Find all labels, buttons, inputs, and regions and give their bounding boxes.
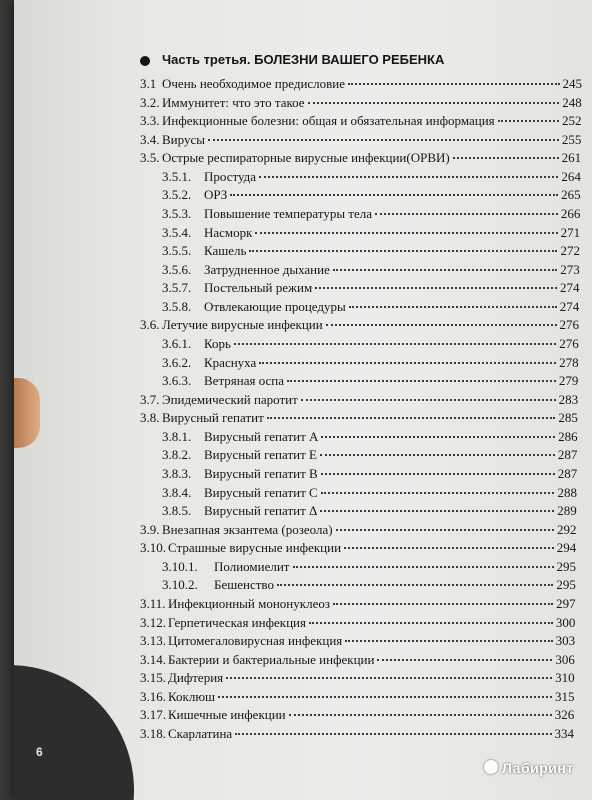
dot-leader [345,630,552,642]
dot-leader [259,166,558,178]
toc-entry-number: 3.1 [140,76,157,91]
toc-entry-title: Внезапная экзантема (розеола) [162,522,333,537]
corner-decoration [14,665,134,800]
dot-leader [315,277,557,289]
toc-entry-title: Бешенство [214,577,274,592]
toc-entry-number: 3.3. [140,113,160,128]
dot-leader [208,129,559,141]
toc-entry-title: Дифтерия [168,670,224,685]
thumb [14,378,40,448]
dot-leader [255,222,557,234]
toc-entry-page: 264 [561,169,581,184]
toc-entry-title: Кишечные инфекции [168,707,286,722]
toc-entry-page: 303 [555,633,576,648]
page-number: 6 [36,745,43,759]
toc-entry-title: Вирусный гепатит С [204,485,318,500]
toc-entry-page: 297 [556,596,576,611]
toc-entry-number: 3.8.3. [162,466,192,481]
toc-entry-title: Летучие вирусные инфекции [162,317,323,332]
toc-entry-title: Вирусный гепатит Δ [204,503,318,518]
toc-entry-number: 3.5.2. [162,187,192,202]
toc-entry-title: ОРЗ [204,187,228,202]
toc-entry-page: 278 [559,355,579,370]
toc-entry-number: 3.5.1. [162,169,192,184]
toc-entry-page: 283 [558,392,579,407]
toc-entry-page: 287 [557,447,578,462]
dot-leader [333,259,557,271]
dot-leader [320,444,555,456]
toc-entry-page: 266 [560,206,581,221]
toc-entry-number: 3.6.1. [162,336,192,351]
toc-entry-number: 3.18. [140,726,166,741]
toc-entry-number: 3.13. [140,633,166,648]
dot-leader [498,110,559,122]
dot-leader [320,500,554,512]
watermark: Лабиринт [502,760,574,776]
toc-entry-title: Кашель [204,243,247,258]
toc-entry-title: Вирусный гепатит [162,410,264,425]
toc-entry-page: 287 [557,466,578,481]
toc-entry-title: Ветряная оспа [204,373,285,388]
dot-leader [377,649,552,661]
toc-entry-page: 288 [557,485,577,500]
dot-leader [301,389,556,401]
toc-entry-title: Вирусный гепатит В [204,466,318,481]
toc-entry-title: Вирусы [162,132,205,147]
toc-entry-title: Корь [204,336,231,351]
toc-entry-title: Инфекционный мононуклеоз [168,596,330,611]
dot-leader [348,73,559,85]
toc-entry-page: 326 [554,707,575,722]
toc-entry-title: Вирусный гепатит Е [204,447,317,462]
toc-entry-title: Простуда [204,169,257,184]
toc-entry-number: 3.8.1. [162,429,192,444]
toc-entry-page: 265 [561,187,581,202]
toc-entry-number: 3.6. [140,317,160,332]
toc-entry-page: 310 [555,670,575,685]
toc-entry-number: 3.17. [140,707,166,722]
toc-entry-title: Коклюш [168,689,216,704]
dot-leader [321,426,555,438]
toc-entry-page: 276 [559,317,580,332]
toc-entry-page: 292 [557,522,577,537]
toc-entry-title: Острые респираторные вирусные инфекции(ОРВИ) [162,150,450,165]
toc-entry-number: 3.8.2. [162,447,192,462]
toc-entry-page: 294 [556,540,577,555]
toc-entry-number: 3.11. [140,596,166,611]
dot-leader [267,407,556,419]
dot-leader [293,556,554,568]
toc-entry-title: Страшные вирусные инфекции [168,540,342,555]
toc-entry-number: 3.5.5. [162,243,192,258]
toc-entry-number: 3.5.6. [162,262,192,277]
toc-entry-number: 3.6.3. [162,373,192,388]
toc-entry-page: 286 [558,429,578,444]
toc-entry-title: Инфекционные болезни: общая и обязательная информация [162,113,495,128]
dot-leader [234,333,556,345]
toc-entry-title: Эпидемический паротит [162,392,298,407]
toc-entry-page: 252 [562,113,582,128]
toc-entry-title: Повышение температуры тела [204,206,373,221]
toc-entry-page: 248 [562,95,582,110]
dot-leader [453,147,559,159]
toc-entry-page: 306 [555,652,575,667]
dot-leader [287,370,556,382]
toc-entry-title: Бактерии и бактериальные инфекции [168,652,375,667]
bullet-icon [140,56,150,66]
dot-leader [249,240,557,252]
toc-entry-page: 315 [554,689,575,704]
toc-entry-page: 272 [560,243,580,258]
toc-entry-title: Очень необходимое предисловие [162,76,346,91]
toc-entry-number: 3.6.2. [162,355,192,370]
toc-entry-page: 295 [556,559,577,574]
toc-entry-number: 3.10.1. [162,559,198,574]
toc-entry-title: Затрудненное дыхание [204,262,330,277]
labirint-logo-icon [484,760,498,774]
dot-leader [218,686,552,698]
dot-leader [333,593,553,605]
toc-entry-number: 3.12. [140,615,166,630]
dot-leader [375,203,558,215]
toc-entry-number: 3.15. [140,670,166,685]
toc-entry-page: 271 [560,225,581,240]
toc-entry-number: 3.5.3. [162,206,192,221]
toc-entry-title: Скарлатина [168,726,233,741]
toc-entry-title: Насморк [204,225,253,240]
toc-entry-title: Герпетическая инфекция [168,615,306,630]
dot-leader [326,314,557,326]
toc-entry-number: 3.2. [140,95,160,110]
toc-entry-page: 255 [561,132,582,147]
toc-entry-page: 300 [555,615,576,630]
toc-entry-number: 3.5.7. [162,280,192,295]
dot-leader [349,296,557,308]
toc-entry-number: 3.9. [140,522,160,537]
toc-entry-title: Иммунитет: что это такое [162,95,305,110]
toc-entry-page: 261 [561,150,582,165]
dot-leader [259,352,556,364]
toc-entry-title: Краснуха [204,355,257,370]
toc-entry-page: 334 [554,726,574,741]
dot-leader [309,612,553,624]
book-page [14,0,592,800]
toc-entry-page: 245 [562,76,582,91]
toc-entry-page: 279 [558,373,579,388]
toc-entry-page: 295 [556,577,576,592]
toc-entry-page: 289 [557,503,577,518]
toc-entry-title: Полиомиелит [214,559,290,574]
dot-leader [230,184,558,196]
toc-entry-number: 3.7. [140,392,160,407]
toc-entry-number: 3.16. [140,689,166,704]
toc-entry-title: Отвлекающие процедуры [204,299,346,314]
toc-entry-number: 3.10.2. [162,577,198,592]
toc-entry-number: 3.5. [140,150,160,165]
dot-leader [308,92,560,104]
toc-entry-number: 3.5.8. [162,299,192,314]
dot-leader [336,519,554,531]
toc-entry-page: 285 [558,410,578,425]
toc-entry-number: 3.5.4. [162,225,192,240]
dot-leader [321,482,555,494]
toc-entry-page: 273 [560,262,580,277]
toc-entry-number: 3.8. [140,410,160,425]
dot-leader [277,574,553,586]
toc-row [140,726,574,744]
dot-leader [289,704,552,716]
dot-leader [226,667,552,679]
toc-entry-page: 274 [559,299,580,314]
toc-entry-page: 274 [559,280,580,295]
toc-entry-title: Вирусный гепатит А [204,429,319,444]
toc-entry-title: Постельный режим [204,280,313,295]
toc-entry-page: 276 [559,336,579,351]
dot-leader [235,723,551,735]
toc-entry-number: 3.8.4. [162,485,192,500]
toc-entry-number: 3.4. [140,132,160,147]
toc-entry-number: 3.8.5. [162,503,192,518]
dot-leader [321,463,555,475]
dot-leader [344,537,554,549]
toc-title: Часть третья. БОЛЕЗНИ ВАШЕГО РЕБЕНКА [162,52,445,67]
toc-entry-number: 3.14. [140,652,166,667]
toc-entry-title: Цитомегаловирусная инфекция [168,633,343,648]
toc-entry-number: 3.10. [140,540,166,555]
